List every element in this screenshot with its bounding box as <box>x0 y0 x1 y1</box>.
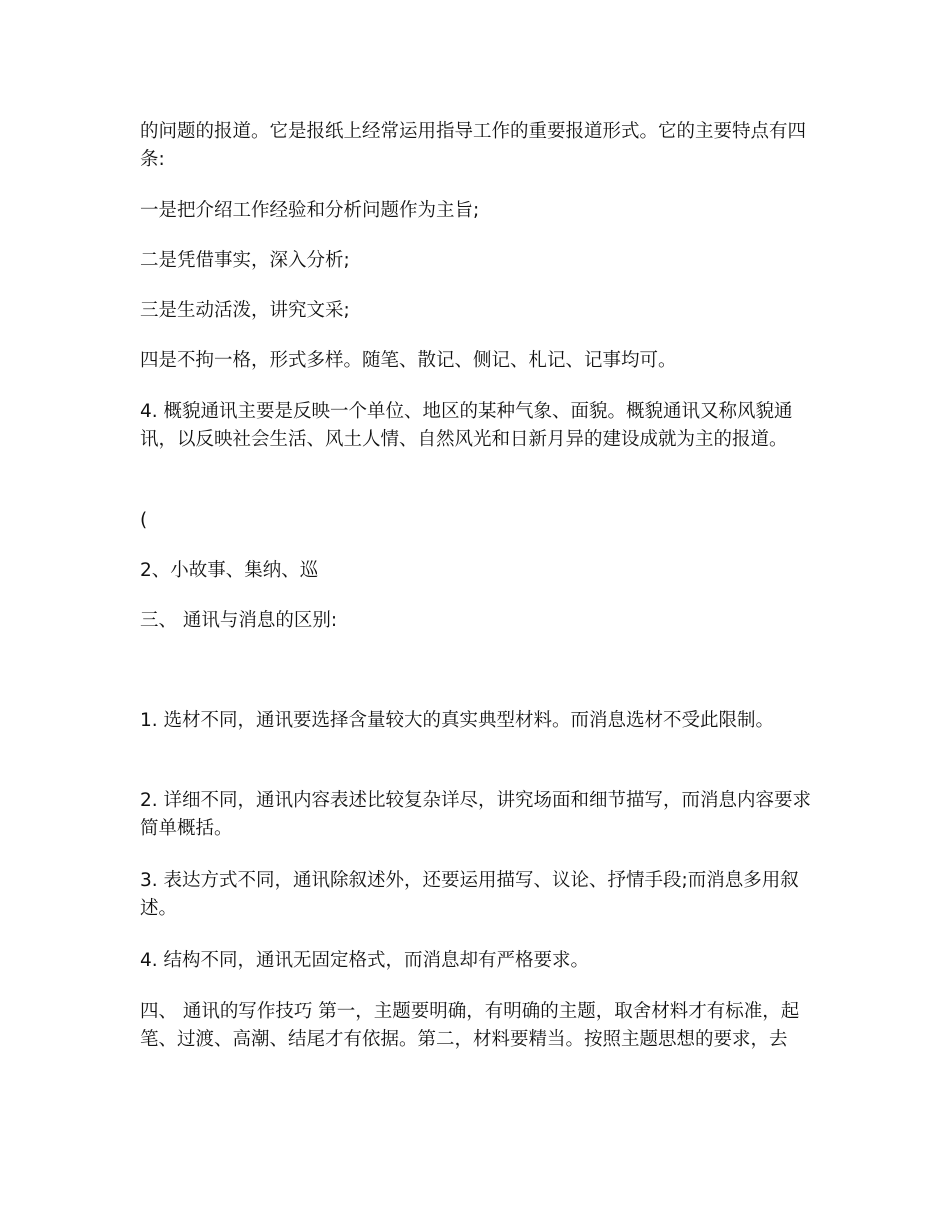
paragraph-difference-1: 1. 选材不同，通讯要选择含量较大的真实典型材料。而消息选材不受此限制。 <box>140 710 775 731</box>
paragraph-point-1: 一是把介绍工作经验和分析问题作为主旨; <box>140 200 480 221</box>
paragraph-difference-3: 3. 表达方式不同，通讯除叙述外，还要运用描写、议论、抒情手段;而消息多用叙述。 <box>140 870 799 919</box>
paragraph-point-4: 四是不拘一格，形式多样。随笔、散记、侧记、札记、记事均可。 <box>140 350 677 371</box>
paragraph-difference-4: 4. 结构不同，通讯无固定格式，而消息却有严格要求。 <box>140 950 590 971</box>
paragraph-difference-2: 2. 详细不同，通讯内容表述比较复杂详尽，讲究场面和细节描写，而消息内容要求简单概括。 <box>140 790 812 839</box>
paragraph-point-2: 二是凭借事实，深入分析; <box>140 250 350 271</box>
paragraph-point-3: 三是生动活泼，讲究文采; <box>140 300 350 321</box>
paragraph-intro: 的问题的报道。它是报纸上经常运用指导工作的重要报道形式。它的主要特点有四条: <box>140 121 807 170</box>
paragraph-small-stories: 2、小故事、集纳、巡 <box>140 560 319 581</box>
section-heading-4: 四、 通讯的写作技巧 第一，主题要明确，有明确的主题，取舍材料才有标准，起笔、过渡、高潮、结尾才有依据。第二，材料要精当。按照主题思想的要求，去 <box>140 1001 800 1050</box>
section-heading-3: 三、 通讯与消息的区别: <box>140 610 338 631</box>
paragraph-overview-report: 4. 概貌通讯主要是反映一个单位、地区的某种气象、面貌。概貌通讯又称风貌通讯，以反映社会生活、风土人情、自然风光和日新月异的建设成就为主的报道。 <box>140 401 793 450</box>
paragraph-parenthesis: ( <box>140 510 148 531</box>
